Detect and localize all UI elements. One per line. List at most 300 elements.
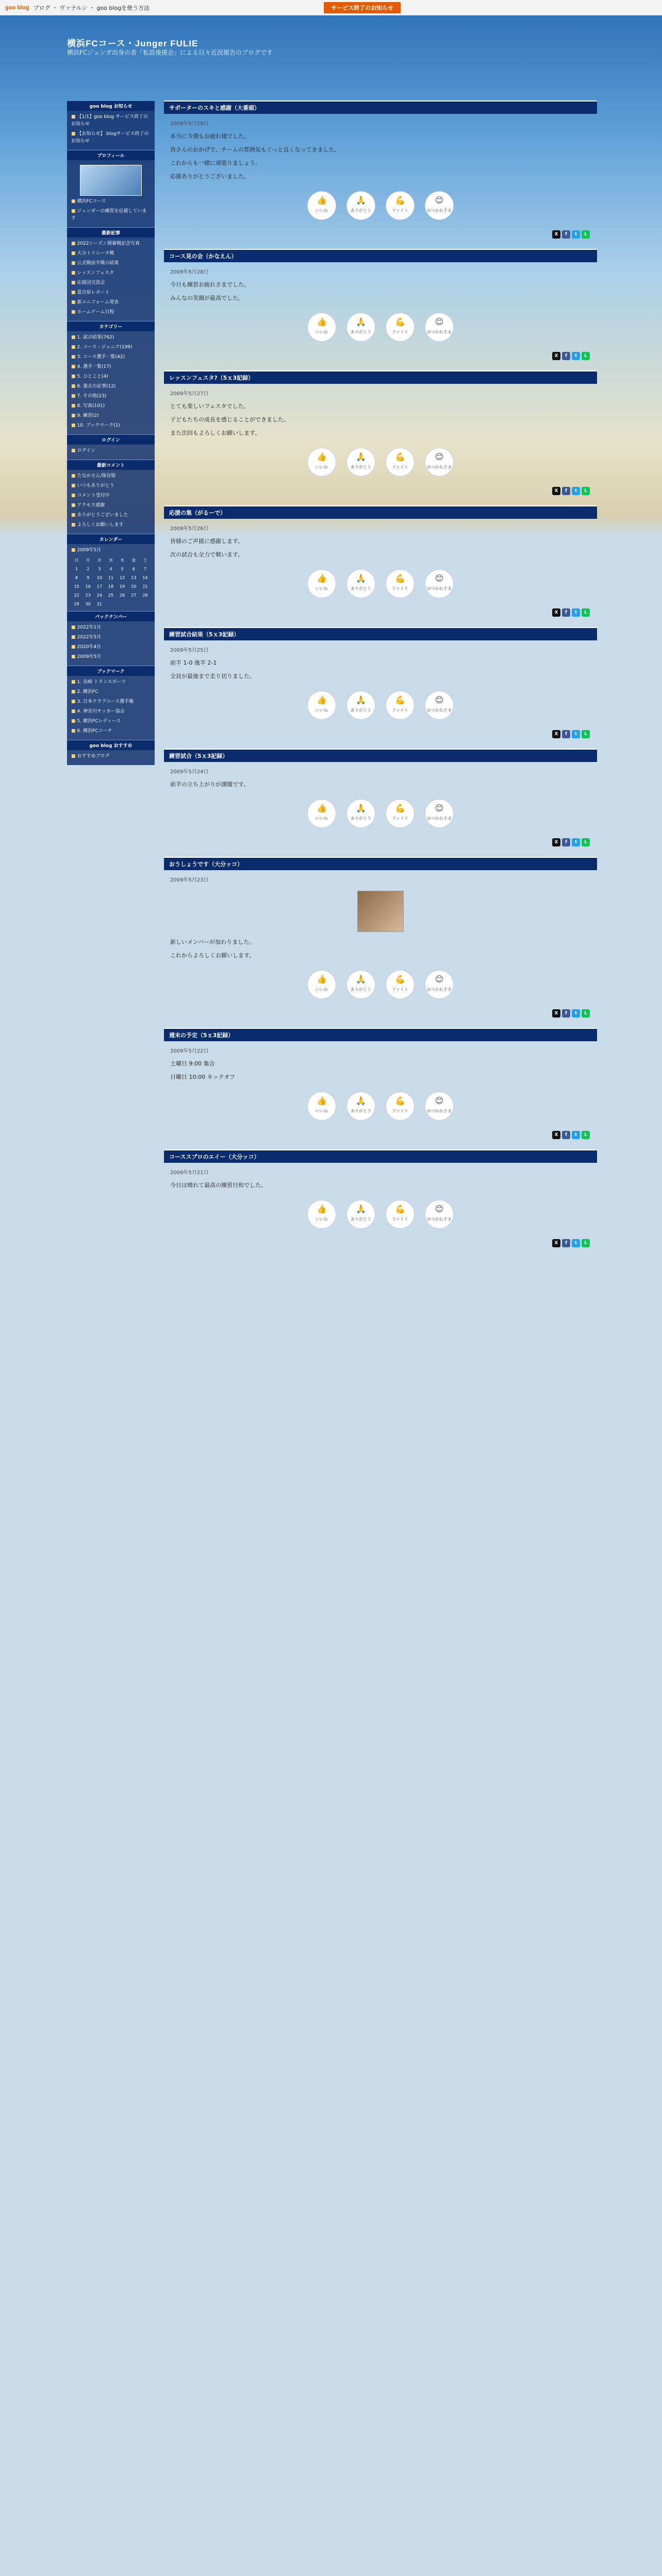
reaction-icon: 😊 bbox=[435, 974, 444, 984]
bullet-icon: ■ bbox=[71, 513, 76, 518]
post-text: 次の試合も全力で戦います。 bbox=[170, 551, 244, 558]
reaction-icon: 😊 bbox=[435, 452, 444, 462]
share-icon[interactable]: t bbox=[572, 1009, 580, 1018]
reaction-button[interactable] bbox=[346, 691, 375, 720]
reaction-label: ありがとう bbox=[351, 1109, 371, 1113]
calendar-day[interactable]: 31 bbox=[96, 602, 102, 606]
sidebar-link[interactable]: ■ たなかさん/保存版 bbox=[71, 473, 116, 479]
reaction-button[interactable] bbox=[307, 970, 336, 999]
reaction-icon: 😊 bbox=[435, 803, 444, 813]
post-date: 2009年5月28日 bbox=[170, 269, 209, 275]
reaction-icon: 👍 bbox=[317, 1096, 327, 1106]
calendar-day-header: 水 bbox=[108, 558, 113, 563]
sidebar-link[interactable]: ■ よろしくお願いします bbox=[71, 522, 124, 528]
sidebar-section bbox=[67, 621, 155, 666]
calendar-day[interactable]: 2 bbox=[87, 567, 90, 571]
bullet-icon: ■ bbox=[71, 483, 76, 488]
bullet-icon: ■ bbox=[71, 394, 76, 399]
bullet-icon: ■ bbox=[71, 270, 76, 276]
share-icon[interactable]: L bbox=[582, 230, 590, 239]
sidebar-heading: goo blog おすすめ bbox=[67, 740, 155, 750]
sidebar-link[interactable]: ■ 2. 横浜FC bbox=[71, 689, 98, 694]
sidebar-link[interactable]: ■ 【1/1】goo blog サービス終了のお知らせ bbox=[71, 114, 148, 127]
calendar-day[interactable]: 27 bbox=[131, 593, 137, 598]
post-title[interactable]: 練習試合結果（5ｘ3記録） bbox=[164, 627, 597, 640]
reaction-icon: 👍 bbox=[317, 1204, 327, 1214]
reaction-button[interactable] bbox=[386, 313, 415, 342]
reaction-icon: 💪 bbox=[395, 803, 405, 813]
reaction-button[interactable] bbox=[386, 569, 415, 598]
bullet-icon: ■ bbox=[71, 680, 76, 685]
share-bar bbox=[164, 608, 597, 617]
reaction-icon: 🙏 bbox=[356, 803, 366, 813]
sidebar-section bbox=[67, 544, 155, 611]
share-icon[interactable]: L bbox=[582, 1131, 590, 1139]
post-title[interactable]: コース見の会（かなえん） bbox=[164, 249, 597, 262]
share-icon[interactable]: t bbox=[572, 838, 580, 846]
sidebar-link[interactable]: ■ 大分トリニータ戦 bbox=[71, 251, 114, 256]
calendar-day[interactable]: 6 bbox=[132, 567, 135, 571]
blog-post bbox=[164, 1028, 597, 1139]
reaction-icon: 🙏 bbox=[356, 317, 366, 327]
reaction-button[interactable] bbox=[386, 691, 415, 720]
share-icon[interactable]: X bbox=[552, 838, 560, 846]
bullet-icon: ■ bbox=[71, 728, 76, 734]
reaction-button[interactable] bbox=[386, 1092, 415, 1121]
sidebar-heading: 最新コメント bbox=[67, 460, 155, 470]
post-date: 2009年5月24日 bbox=[170, 769, 209, 775]
calendar-day[interactable]: 7 bbox=[143, 567, 146, 571]
blog-post bbox=[164, 749, 597, 846]
bullet-icon: ■ bbox=[71, 522, 76, 528]
share-icon[interactable]: f bbox=[562, 730, 570, 738]
post-title[interactable]: コーススプロのエイー（大分ッコ） bbox=[164, 1149, 597, 1163]
reaction-button[interactable] bbox=[425, 1092, 454, 1121]
share-icon[interactable]: L bbox=[582, 838, 590, 846]
reaction-label: おつかれさま bbox=[427, 987, 452, 992]
bullet-icon: ■ bbox=[71, 131, 76, 137]
sidebar-section bbox=[67, 676, 155, 740]
reaction-label: おつかれさま bbox=[427, 708, 452, 713]
calendar-day[interactable]: 20 bbox=[131, 584, 137, 589]
sidebar-link[interactable]: ■ 7. その他(23) bbox=[71, 394, 107, 399]
calendar-day[interactable]: 24 bbox=[96, 593, 102, 598]
share-icon[interactable]: L bbox=[582, 1239, 590, 1247]
share-icon[interactable]: X bbox=[552, 352, 560, 360]
reaction-button[interactable] bbox=[346, 569, 375, 598]
calendar-day[interactable]: 18 bbox=[108, 584, 114, 589]
sidebar-section bbox=[67, 750, 155, 765]
reaction-button[interactable] bbox=[307, 691, 336, 720]
bullet-icon: ■ bbox=[71, 403, 76, 409]
post-date: 2009年5月22日 bbox=[170, 1048, 209, 1054]
sidebar-link[interactable]: ■ 2020年4月 bbox=[71, 645, 102, 650]
reaction-button[interactable] bbox=[346, 1092, 375, 1121]
goo-logo[interactable]: goo blog bbox=[5, 4, 29, 11]
post-text: 皆様のご声援に感謝します。 bbox=[170, 538, 244, 545]
bullet-icon: ■ bbox=[71, 423, 76, 428]
share-bar bbox=[164, 1239, 597, 1247]
reaction-icon: 🙏 bbox=[356, 695, 366, 705]
reaction-button[interactable] bbox=[346, 448, 375, 477]
sidebar-link[interactable]: ■ 応援団交流会 bbox=[71, 280, 105, 285]
post-body bbox=[164, 1041, 597, 1131]
calendar-day[interactable]: 16 bbox=[85, 584, 91, 589]
share-icon[interactable]: t bbox=[572, 608, 580, 617]
reaction-button[interactable] bbox=[425, 970, 454, 999]
reaction-bar bbox=[170, 313, 591, 342]
reaction-label: ファイト bbox=[392, 586, 408, 591]
blog-post bbox=[164, 505, 597, 617]
sidebar-link[interactable]: ■ いつもありがとう bbox=[71, 483, 114, 488]
reaction-icon: 💪 bbox=[395, 317, 405, 327]
sidebar-heading: goo blog お知らせ bbox=[67, 100, 155, 111]
reaction-button[interactable] bbox=[425, 569, 454, 598]
sidebar-link[interactable]: ■ 2022年1月 bbox=[71, 625, 102, 630]
sidebar-link[interactable]: ■ 2009年5月 bbox=[71, 548, 102, 553]
calendar-day[interactable]: 13 bbox=[131, 575, 137, 580]
reaction-label: ありがとう bbox=[351, 586, 371, 591]
reaction-label: おつかれさま bbox=[427, 586, 452, 591]
share-icon[interactable]: L bbox=[582, 1009, 590, 1018]
share-icon[interactable]: L bbox=[582, 730, 590, 738]
sidebar-link[interactable]: ■ 3. コース選手一覧(42) bbox=[71, 354, 125, 360]
sidebar-link[interactable]: ■ 9. 練習(2) bbox=[71, 413, 99, 418]
sidebar-link[interactable]: ■ 新ユニフォーム発表 bbox=[71, 300, 119, 305]
calendar-day[interactable]: 30 bbox=[85, 602, 91, 606]
reaction-icon: 👍 bbox=[317, 452, 327, 462]
post-title[interactable]: サポーターのスキと感謝（大番頭） bbox=[164, 100, 597, 114]
profile-image[interactable] bbox=[80, 165, 142, 196]
bullet-icon: ■ bbox=[71, 209, 76, 214]
reaction-button[interactable] bbox=[307, 191, 336, 220]
share-icon[interactable]: t bbox=[572, 352, 580, 360]
reaction-icon: 😊 bbox=[435, 573, 444, 583]
sidebar-section bbox=[67, 238, 155, 321]
sidebar-link[interactable]: ■ ホームゲーム日程 bbox=[71, 310, 114, 315]
share-icon[interactable]: X bbox=[552, 1009, 560, 1018]
sidebar-heading: 最新記事 bbox=[67, 227, 155, 238]
reaction-label: いいね bbox=[316, 330, 328, 334]
share-icon[interactable]: t bbox=[572, 1239, 580, 1247]
reaction-icon: 💪 bbox=[395, 195, 405, 205]
reaction-button[interactable] bbox=[425, 448, 454, 477]
post-text: みんなの笑顔が最高でした。 bbox=[170, 295, 244, 301]
calendar-day[interactable]: 10 bbox=[96, 575, 102, 580]
share-bar bbox=[164, 838, 597, 846]
reaction-icon: 💪 bbox=[395, 1096, 405, 1106]
reaction-label: いいね bbox=[316, 586, 328, 591]
share-icon[interactable]: X bbox=[552, 730, 560, 738]
share-icon[interactable]: f bbox=[562, 608, 570, 617]
calendar-day[interactable]: 19 bbox=[120, 584, 125, 589]
bullet-icon: ■ bbox=[71, 548, 76, 553]
sidebar-link[interactable]: ■ 【お知らせ】 blogサービス終了のお知らせ bbox=[71, 131, 149, 144]
post-text: 全員が最後まで走り切りました。 bbox=[170, 673, 255, 680]
share-icon[interactable]: f bbox=[562, 352, 570, 360]
bullet-icon: ■ bbox=[71, 448, 76, 453]
reaction-button[interactable] bbox=[307, 1092, 336, 1121]
reaction-label: ファイト bbox=[392, 816, 408, 821]
sidebar-heading: プロフィール bbox=[67, 150, 155, 160]
post-body bbox=[164, 114, 597, 230]
promo-button[interactable]: サービス終了のお知らせ bbox=[324, 2, 401, 13]
reaction-label: ファイト bbox=[392, 330, 408, 334]
reaction-button[interactable] bbox=[346, 799, 375, 828]
share-icon[interactable]: L bbox=[582, 487, 590, 495]
bullet-icon: ■ bbox=[71, 413, 76, 418]
calendar-day[interactable]: 8 bbox=[75, 575, 78, 580]
blog-title[interactable]: 横浜FCコース・Junger FULIE bbox=[67, 39, 198, 48]
reaction-label: ありがとう bbox=[351, 987, 371, 992]
sidebar-heading: カテゴリー bbox=[67, 321, 155, 331]
bullet-icon: ■ bbox=[71, 241, 76, 246]
reaction-bar bbox=[170, 448, 591, 477]
share-bar bbox=[164, 1131, 597, 1139]
reaction-label: ファイト bbox=[392, 208, 408, 213]
sidebar-link[interactable]: ■ レッスンフェスタ bbox=[71, 270, 114, 276]
blog-post bbox=[164, 857, 597, 1018]
sidebar-section bbox=[67, 331, 155, 434]
sidebar-link[interactable]: ■ 1. 試合結果(762) bbox=[71, 335, 114, 340]
share-icon[interactable]: X bbox=[552, 230, 560, 239]
sidebar-link[interactable]: ■ 4. 神奈川サッカー協会 bbox=[71, 709, 125, 714]
reaction-label: いいね bbox=[316, 208, 328, 213]
share-icon[interactable]: X bbox=[552, 1131, 560, 1139]
sidebar-link[interactable]: ■ ログイン bbox=[71, 448, 96, 453]
sidebar-link[interactable]: ■ 夏合宿レポート bbox=[71, 290, 110, 295]
share-icon[interactable]: f bbox=[562, 1131, 570, 1139]
sidebar-link[interactable]: ■ 2022シーズン開幕戦記念写真 bbox=[71, 241, 140, 246]
blog-post bbox=[164, 1149, 597, 1247]
post-title[interactable]: 週末の予定（5ｘ3記録） bbox=[164, 1028, 597, 1041]
calendar-day[interactable]: 26 bbox=[120, 593, 125, 598]
reaction-button[interactable] bbox=[307, 448, 336, 477]
sidebar-heading: カレンダー bbox=[67, 534, 155, 544]
post-title[interactable]: レッスンフェスタ?（5ｘ3記録） bbox=[164, 370, 597, 384]
sidebar-link[interactable]: ■ 横浜FCコース bbox=[71, 199, 106, 204]
reaction-icon: 💪 bbox=[395, 452, 405, 462]
reaction-label: おつかれさま bbox=[427, 330, 452, 334]
reaction-button[interactable] bbox=[346, 970, 375, 999]
share-icon[interactable]: X bbox=[552, 487, 560, 495]
sidebar-link[interactable]: ■ 4. 選手一覧(17) bbox=[71, 364, 111, 369]
reaction-icon: 😊 bbox=[435, 1204, 444, 1214]
reaction-label: いいね bbox=[316, 987, 328, 992]
calendar-day-header: 木 bbox=[120, 558, 125, 563]
post-date: 2009年5月25日 bbox=[170, 648, 209, 653]
reaction-bar bbox=[170, 691, 591, 720]
share-icon[interactable]: t bbox=[572, 1131, 580, 1139]
share-icon[interactable]: L bbox=[582, 352, 590, 360]
sidebar-link[interactable]: ■ 2022年5月 bbox=[71, 635, 102, 640]
bullet-icon: ■ bbox=[71, 493, 76, 498]
reaction-button[interactable] bbox=[425, 313, 454, 342]
top-bar bbox=[0, 0, 662, 15]
sidebar-link[interactable]: ■ コメント受付中 bbox=[71, 493, 110, 498]
calendar-day[interactable]: 28 bbox=[142, 593, 148, 598]
sidebar-link[interactable]: ■ ジュンガーの練習を応援しています bbox=[71, 209, 147, 221]
sidebar-link[interactable]: ■ ありがとうございました bbox=[71, 513, 128, 518]
post-text: また次回もよろしくお願いします。 bbox=[170, 430, 261, 436]
bullet-icon: ■ bbox=[71, 625, 76, 630]
reaction-label: ファイト bbox=[392, 708, 408, 713]
sidebar-link[interactable]: ■ 2009年5月 bbox=[71, 654, 102, 659]
share-bar bbox=[164, 1009, 597, 1018]
reaction-button[interactable] bbox=[425, 691, 454, 720]
sidebar-link[interactable]: ■ 1. 長崎 トランスポーツ bbox=[71, 680, 126, 685]
sidebar-link[interactable]: ■ 5. 横浜FCレディース bbox=[71, 719, 121, 724]
reaction-bar bbox=[170, 970, 591, 999]
post-date: 2009年5月21日 bbox=[170, 1170, 209, 1176]
post-body bbox=[164, 262, 597, 352]
share-bar bbox=[164, 352, 597, 360]
reaction-button[interactable] bbox=[307, 569, 336, 598]
bullet-icon: ■ bbox=[71, 300, 76, 305]
reaction-button[interactable] bbox=[346, 1200, 375, 1229]
bullet-icon: ■ bbox=[71, 719, 76, 724]
sidebar-link[interactable]: ■ 2. コース・ジュニア(199) bbox=[71, 345, 133, 350]
calendar-day[interactable]: 14 bbox=[142, 575, 148, 580]
reaction-button[interactable] bbox=[386, 191, 415, 220]
sidebar-heading: バックナンバー bbox=[67, 611, 155, 621]
reaction-icon: 💪 bbox=[395, 695, 405, 705]
sidebar-link[interactable]: ■ 公式戦前半戦の結果 bbox=[71, 261, 119, 266]
reaction-bar bbox=[170, 1092, 591, 1121]
post-body bbox=[164, 384, 597, 487]
reaction-label: ありがとう bbox=[351, 1217, 371, 1222]
calendar-day[interactable]: 15 bbox=[74, 584, 79, 589]
share-icon[interactable]: X bbox=[552, 1239, 560, 1247]
sidebar-link[interactable]: ■ アクセス感謝 bbox=[71, 503, 105, 508]
bullet-icon: ■ bbox=[71, 374, 76, 379]
top-links[interactable]: ブログ ・ ヴァナルン ・ goo blogを使う方法 bbox=[33, 4, 150, 11]
bullet-icon: ■ bbox=[71, 280, 76, 285]
post-photo[interactable] bbox=[357, 891, 404, 932]
calendar-day[interactable]: 1 bbox=[75, 567, 78, 571]
sidebar-link[interactable]: ■ 8. 写真(101) bbox=[71, 403, 105, 409]
reaction-label: ありがとう bbox=[351, 816, 371, 821]
post-text: 応援ありがとうございました。 bbox=[170, 173, 250, 180]
bullet-icon: ■ bbox=[71, 114, 76, 120]
reaction-icon: 😊 bbox=[435, 1096, 444, 1106]
post-text: 日曜日 10:00 キックオフ bbox=[170, 1074, 236, 1080]
calendar-day[interactable]: 3 bbox=[98, 567, 101, 571]
reaction-icon: 😊 bbox=[435, 317, 444, 327]
share-icon[interactable]: X bbox=[552, 608, 560, 617]
reaction-button[interactable] bbox=[307, 799, 336, 828]
calendar-day[interactable]: 12 bbox=[120, 575, 125, 580]
reaction-button[interactable] bbox=[386, 1200, 415, 1229]
bullet-icon: ■ bbox=[71, 199, 76, 204]
reaction-button[interactable] bbox=[386, 970, 415, 999]
share-icon[interactable]: f bbox=[562, 230, 570, 239]
post-title[interactable]: 練習試合（5ｘ3記録） bbox=[164, 749, 597, 762]
calendar-day[interactable]: 5 bbox=[121, 567, 124, 571]
calendar-day[interactable]: 17 bbox=[96, 584, 102, 589]
bullet-icon: ■ bbox=[71, 754, 76, 759]
blog-post bbox=[164, 627, 597, 738]
sidebar-section bbox=[67, 160, 155, 227]
reaction-button[interactable] bbox=[386, 448, 415, 477]
reaction-label: いいね bbox=[316, 1109, 328, 1113]
calendar-day[interactable]: 25 bbox=[108, 593, 114, 598]
sidebar-link[interactable]: ■ 6. 横浜FCコーチ bbox=[71, 728, 112, 734]
post-text: これからも一緒に頑張りましょう。 bbox=[170, 160, 261, 166]
reaction-button[interactable] bbox=[425, 1200, 454, 1229]
calendar-day[interactable]: 22 bbox=[74, 593, 79, 598]
reaction-label: いいね bbox=[316, 816, 328, 821]
share-icon[interactable]: L bbox=[582, 608, 590, 617]
calendar-day[interactable]: 23 bbox=[85, 593, 91, 598]
blog-subtitle: 横浜FCジュンガ出身の者「私設後援会」による日々近況報告のブログです bbox=[67, 49, 273, 56]
reaction-label: おつかれさま bbox=[427, 1109, 452, 1113]
sidebar-section bbox=[67, 111, 155, 150]
sidebar-link[interactable]: ■ 5. ひとこと(4) bbox=[71, 374, 108, 379]
reaction-button[interactable] bbox=[307, 1200, 336, 1229]
reaction-icon: 😊 bbox=[435, 195, 444, 205]
post-body bbox=[164, 640, 597, 730]
reaction-button[interactable] bbox=[346, 313, 375, 342]
share-icon[interactable]: t bbox=[572, 730, 580, 738]
reaction-label: いいね bbox=[316, 465, 328, 469]
share-icon[interactable]: f bbox=[562, 487, 570, 495]
share-bar bbox=[164, 230, 597, 239]
share-icon[interactable]: f bbox=[562, 1239, 570, 1247]
bullet-icon: ■ bbox=[71, 699, 76, 704]
share-icon[interactable]: f bbox=[562, 838, 570, 846]
sidebar-link[interactable]: ■ おすすめブログ bbox=[71, 754, 110, 759]
calendar-day[interactable]: 11 bbox=[108, 575, 114, 580]
post-date: 2009年5月26日 bbox=[170, 526, 209, 532]
post-date: 2009年5月23日 bbox=[170, 877, 209, 883]
bullet-icon: ■ bbox=[71, 310, 76, 315]
reaction-icon: 💪 bbox=[395, 573, 405, 583]
reaction-button[interactable] bbox=[386, 799, 415, 828]
reaction-label: ファイト bbox=[392, 1109, 408, 1113]
reaction-button[interactable] bbox=[425, 799, 454, 828]
bullet-icon: ■ bbox=[71, 654, 76, 659]
calendar-day[interactable]: 29 bbox=[74, 602, 79, 606]
sidebar-link[interactable]: ■ 6. 過去の記事(12) bbox=[71, 384, 116, 389]
post-title[interactable]: 応援の集（がるーで） bbox=[164, 505, 597, 519]
post-body bbox=[164, 870, 597, 1009]
calendar-day[interactable]: 9 bbox=[87, 575, 90, 580]
share-icon[interactable]: f bbox=[562, 1009, 570, 1018]
calendar-day[interactable]: 4 bbox=[109, 567, 112, 571]
reaction-label: ファイト bbox=[392, 465, 408, 469]
bullet-icon: ■ bbox=[71, 473, 76, 479]
reaction-icon: 👍 bbox=[317, 974, 327, 984]
reaction-button[interactable] bbox=[307, 313, 336, 342]
reaction-button[interactable] bbox=[425, 191, 454, 220]
post-title[interactable]: おうしょうです（大分ッコ） bbox=[164, 857, 597, 870]
reaction-icon: 👍 bbox=[317, 695, 327, 705]
post-text: 新しいメンバーが加わりました。 bbox=[170, 939, 255, 945]
reaction-label: ありがとう bbox=[351, 208, 371, 213]
share-icon[interactable]: t bbox=[572, 230, 580, 239]
reaction-button[interactable] bbox=[346, 191, 375, 220]
sidebar-link[interactable]: ■ 3. 日本クラブユース選手権 bbox=[71, 699, 134, 704]
calendar-day-header: 金 bbox=[131, 558, 136, 563]
post-text: とても楽しいフェスタでした。 bbox=[170, 403, 250, 410]
sidebar-link[interactable]: ■ 10. ブックマーク(1) bbox=[71, 423, 120, 428]
post-text: 土曜日 9:00 集合 bbox=[170, 1060, 215, 1067]
share-icon[interactable]: t bbox=[572, 487, 580, 495]
sidebar-section bbox=[67, 470, 155, 534]
calendar-day[interactable]: 21 bbox=[142, 584, 148, 589]
bullet-icon: ■ bbox=[71, 635, 76, 640]
